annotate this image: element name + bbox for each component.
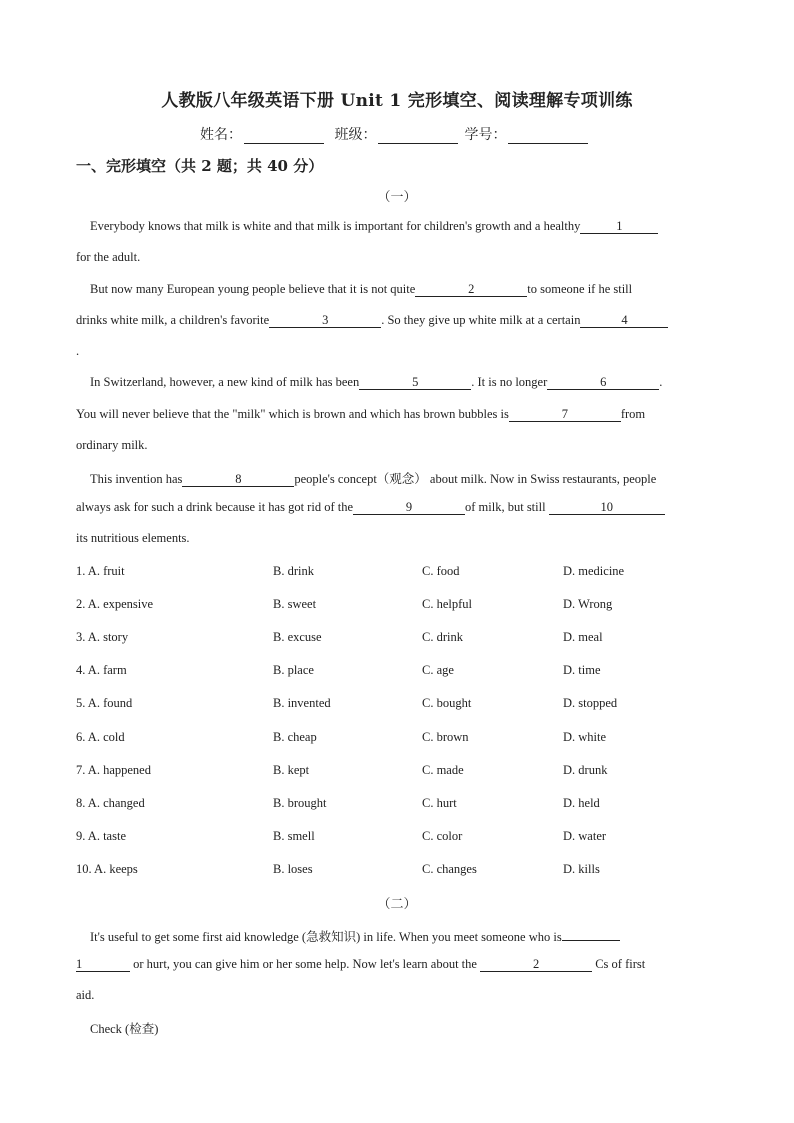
section-heading: 一、完形填空（共 2 题；共 40 分）	[76, 157, 324, 175]
passage-text: It's useful to get some first aid knowledge (急救知识) in life. When you meet someone who is	[90, 930, 562, 944]
option-c[interactable]: C. hurt	[422, 796, 457, 810]
option-b[interactable]: B. kept	[273, 763, 310, 777]
option-d[interactable]: D. water	[563, 829, 607, 843]
blank-2: 2	[480, 957, 592, 972]
option-a[interactable]: 3. A. story	[76, 630, 129, 644]
option-row	[76, 796, 716, 812]
option-d[interactable]: D. drunk	[563, 763, 608, 777]
blank-1: 1	[580, 219, 658, 234]
option-row	[76, 630, 716, 646]
option-d[interactable]: D. stopped	[563, 696, 618, 710]
passage-text: But now many European young people believe that it is not quite	[90, 282, 416, 296]
option-row	[76, 696, 716, 712]
blank-3: 3	[269, 313, 381, 328]
passage-text: from	[620, 407, 646, 421]
passage-text: You will never believe that the "milk" which is brown and which has brown bubbles is	[76, 407, 509, 421]
part-two-label: （二）	[377, 897, 417, 912]
option-b[interactable]: B. brought	[273, 796, 327, 810]
blank-7: 7	[509, 407, 621, 422]
passage-text: people's concept（观念） about milk. Now in Swiss restaurants, people	[294, 472, 657, 486]
passage-text: .	[659, 375, 663, 389]
check-heading: Check (检查)	[90, 1022, 159, 1036]
blank-1: 1	[76, 957, 130, 972]
option-c[interactable]: C. age	[422, 663, 454, 677]
option-d[interactable]: D. white	[563, 730, 607, 744]
name-blank[interactable]	[244, 129, 324, 144]
passage-line	[90, 926, 620, 945]
passage-text: its nutritious elements.	[76, 531, 190, 545]
option-c[interactable]: C. helpful	[422, 597, 472, 611]
passage-line	[90, 1019, 158, 1037]
option-c[interactable]: C. food	[422, 564, 460, 578]
option-a[interactable]: 6. A. cold	[76, 730, 125, 744]
option-a[interactable]: 1. A. fruit	[76, 564, 125, 578]
passage-text: or hurt, you can give him or her some help. Now let's learn about the	[133, 957, 477, 971]
option-b[interactable]: B. place	[273, 663, 314, 677]
option-a[interactable]: 2. A. expensive	[76, 597, 154, 611]
option-d[interactable]: D. meal	[563, 630, 603, 644]
option-a[interactable]: 9. A. taste	[76, 829, 126, 843]
blank-2: 2	[415, 282, 527, 297]
option-c[interactable]: C. changes	[422, 862, 477, 876]
option-a[interactable]: 8. A. changed	[76, 796, 145, 810]
option-row	[76, 730, 716, 746]
passage-text: . So they give up white milk at a certain	[381, 313, 581, 327]
passage-line	[90, 282, 632, 297]
option-row	[76, 597, 716, 613]
option-a[interactable]: 4. A. farm	[76, 663, 127, 677]
passage-text: This invention has	[90, 472, 183, 486]
passage-line	[76, 531, 190, 546]
passage-text: of milk, but still	[465, 500, 546, 514]
option-b[interactable]: B. loses	[273, 862, 313, 876]
part-one-label: （一）	[377, 190, 417, 205]
passage-text: ordinary milk.	[76, 438, 148, 452]
passage-line	[90, 469, 656, 487]
blank-10: 10	[549, 500, 665, 515]
id-blank[interactable]	[508, 129, 588, 144]
option-a[interactable]: 10. A. keeps	[76, 862, 138, 876]
option-b[interactable]: B. smell	[273, 829, 315, 843]
option-a[interactable]: 7. A. happened	[76, 763, 151, 777]
passage-line	[76, 344, 79, 359]
option-b[interactable]: B. drink	[273, 564, 314, 578]
passage-text: .	[76, 344, 80, 358]
option-a[interactable]: 5. A. found	[76, 696, 133, 710]
passage-text: to someone if he still	[527, 282, 633, 296]
passage-line	[76, 250, 140, 265]
blank-9: 9	[353, 500, 465, 515]
option-d[interactable]: D. medicine	[563, 564, 625, 578]
passage-line	[76, 988, 94, 1003]
passage-line	[90, 219, 658, 234]
blank-gap	[562, 926, 620, 941]
option-c[interactable]: C. color	[422, 829, 463, 843]
option-d[interactable]: D. kills	[563, 862, 600, 876]
option-row	[76, 862, 716, 878]
option-row	[76, 763, 716, 779]
option-row	[76, 663, 716, 679]
option-b[interactable]: B. invented	[273, 696, 331, 710]
option-b[interactable]: B. sweet	[273, 597, 317, 611]
passage-line	[76, 500, 665, 515]
option-c[interactable]: C. drink	[422, 630, 463, 644]
passage-line	[76, 313, 668, 328]
option-c[interactable]: C. made	[422, 763, 464, 777]
passage-text: for the adult.	[76, 250, 141, 264]
passage-text: aid.	[76, 988, 95, 1002]
option-b[interactable]: B. excuse	[273, 630, 322, 644]
class-blank[interactable]	[378, 129, 458, 144]
option-c[interactable]: C. brown	[422, 730, 469, 744]
passage-text: Cs of first	[595, 957, 646, 971]
page-title: 人教版八年级英语下册 Unit 1 完形填空、阅读理解专项训练	[161, 91, 633, 111]
option-d[interactable]: D. Wrong	[563, 597, 613, 611]
passage-text: In Switzerland, however, a new kind of milk has been	[90, 375, 360, 389]
option-b[interactable]: B. cheap	[273, 730, 317, 744]
blank-5: 5	[359, 375, 471, 390]
blank-8: 8	[182, 472, 294, 487]
passage-text: . It is no longer	[471, 375, 548, 389]
option-c[interactable]: C. bought	[422, 696, 472, 710]
name-label: 姓名：	[200, 127, 242, 143]
student-info	[200, 124, 594, 144]
blank-6: 6	[547, 375, 659, 390]
id-label: 学号：	[464, 127, 507, 143]
passage-line	[90, 375, 662, 390]
option-d[interactable]: D. time	[563, 663, 601, 677]
class-label: 班级：	[334, 127, 377, 143]
blank-4: 4	[580, 313, 668, 328]
passage-line	[76, 407, 645, 422]
option-row	[76, 829, 716, 845]
passage-line	[76, 957, 645, 972]
passage-text: Everybody knows that milk is white and that milk is important for children's growth and a healthy	[90, 219, 581, 233]
passage-text: drinks white milk, a children's favorite	[76, 313, 270, 327]
option-row	[76, 564, 716, 580]
option-d[interactable]: D. held	[563, 796, 600, 810]
passage-line	[76, 438, 148, 453]
passage-text: always ask for such a drink because it has got rid of the	[76, 500, 354, 514]
